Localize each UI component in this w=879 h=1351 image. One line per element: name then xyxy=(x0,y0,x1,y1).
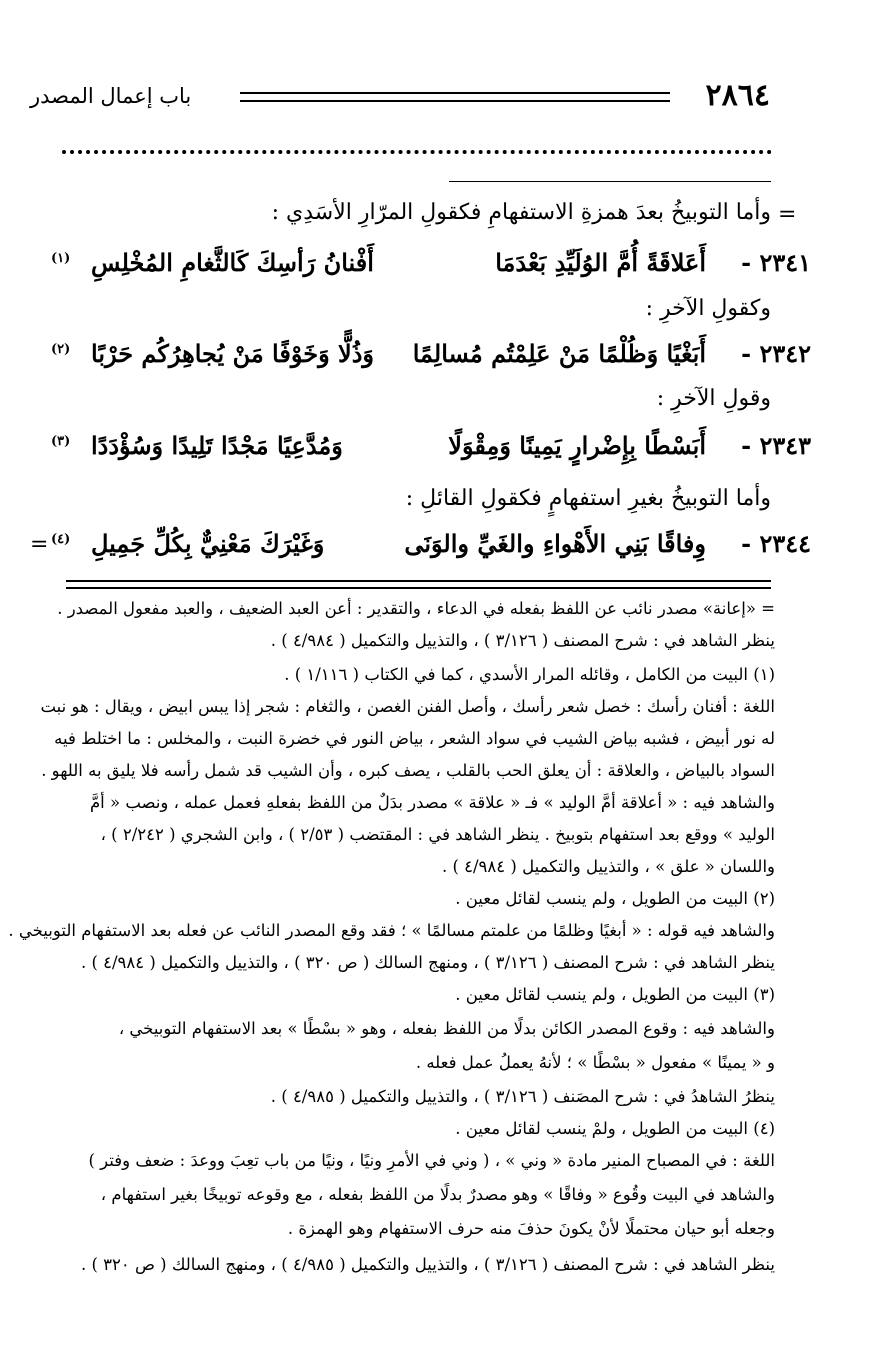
footnote-line: و « يمينًا » مفعول « بسْطًا » ؛ لأنهُ يعملُ عمل فعله . xyxy=(415,1053,775,1072)
continuation-mark-verse: = xyxy=(30,532,49,557)
footnote-line: والشاهد فيه : وقوع المصدر الكائن بدلًا من اللفظ بفعله ، وهو « بسْطًا » بعد الاستفهام التوبيخي ، xyxy=(118,1019,775,1038)
footnote-line: واللسان « علق » ، والتذييل والتكميل ( ٤/٩٨٤ ) . xyxy=(441,857,775,876)
verse-first-hemistich: أَبَغْيًا وَظُلْمًا مَنْ عَلِمْتُم مُسالِمًا xyxy=(412,339,706,368)
verse-number: ٢٣٤٣ - xyxy=(741,431,811,460)
footnote-line: والشاهد فيه : « أعلاقة أمَّ الوليد » فـ « علاقة » مصدر بدَلٌ من اللفظ بفعلهِ فعمل عمله ، ونصب « أمَّ xyxy=(89,793,775,812)
verse-second-hemistich: وَمُدَّعِيًا مَجْدًا تَلِيدًا وَسُؤْدَدًا xyxy=(91,431,343,460)
footnote-line: والشاهد في البيت وقُوع « وفاقًا » وهو مصدرٌ بدلًا من اللفظ بفعله ، مع وقوعه توبيخًا بغير استفهام ، xyxy=(100,1185,775,1204)
verse-second-hemistich: وَذُلًّا وَخَوْفًا مَنْ يُجاهِرُكُم حَرْبًا xyxy=(91,339,374,368)
footnote-line: وجعله أبو حيان محتملًا لأنْ يكونَ حذفَ منه حرف الاستفهام وهو الهمزة . xyxy=(287,1219,775,1238)
verse-second-hemistich: وَغَيْرَكَ مَعْنِيٌّ بِكُلِّ جَمِيلِ xyxy=(91,529,325,558)
verse-first-hemistich: أَبَسْطًا بِإِضْرارٍ يَمِينًا وَمِقْوَلًا xyxy=(448,431,706,460)
footnote-line: ينظر الشاهد في : شرح المصنف ( ٣/١٢٦ ) ، والتذييل والتكميل ( ٤/٩٨٥ ) ، ومنهج السالك ( ص ٣٢٠ ) . xyxy=(80,1255,775,1274)
dotted-separator xyxy=(62,150,772,154)
verse-2343 xyxy=(51,428,811,464)
intro-line-1: وأما التوبيخُ بعدَ همزةِ الاستفهامِ فكقولِ المرّارِ الأسَدِي : xyxy=(271,200,771,225)
footnote-line: (٣) البيت من الطويل ، ولم ينسب لقائل معين . xyxy=(455,985,775,1004)
footnotes xyxy=(8,598,775,1298)
continuation-rule xyxy=(449,181,771,182)
page-number: ٢٨٦٤ xyxy=(705,78,770,113)
verse-number: ٢٣٤٤ - xyxy=(741,529,811,558)
footnote-line: والشاهد فيه قوله : « أبغيًا وظلمًا من علمتم مسالمًا » ؛ فقد وقع المصدر النائب عن فعله بعد الاستفهام التوبيخي . xyxy=(8,921,775,940)
footnote-line: = «إعانة» مصدر نائب عن اللفظ بفعله في الدعاء ، والتقدير : أعن العبد الضعيف ، والعبد مفعول المصدر . xyxy=(57,599,775,618)
footnote-line: له نور أبيض ، فشبه بياض الشيب في سواد الشعر ، بياض النور في خضرة النبت ، والمخلس : ما اختلط فيه xyxy=(54,729,775,748)
footnote-ref: (٤) xyxy=(51,532,71,547)
verse-number: ٢٣٤١ - xyxy=(741,248,811,277)
footnote-line: الوليد » ووقع بعد استفهام بتوبيخ . ينظر الشاهد في : المقتضب ( ٢/٥٣ ) ، وابن الشجري ( ٢/٢٤٢ ) ، xyxy=(100,825,775,844)
footnote-line: اللغة : أفنان رأسك : خصل شعر رأسك ، وأصل الفنن الغصن ، والثغام : شجر إذا يبس ابيض ، ويقال : هو نبت xyxy=(40,697,775,716)
footnote-ref: (٢) xyxy=(51,342,71,357)
header-double-rule xyxy=(240,92,670,102)
verse-first-hemistich: وِفاقًا بَنِي الأَهْواءِ والغَيِّ والوَنَى xyxy=(404,529,706,558)
footnote-line: (٤) البيت من الطويل ، ولمْ ينسب لقائل معين . xyxy=(455,1119,775,1138)
verse-2342 xyxy=(51,336,811,372)
verse-2341 xyxy=(51,245,811,281)
footnote-line: ينظر الشاهد في : شرح المصنف ( ٣/١٢٦ ) ، ومنهج السالك ( ص ٣٢٠ ) ، والتذييل والتكميل ( ٤/٩٨٤ ) . xyxy=(80,953,775,972)
footnote-line: (١) البيت من الكامل ، وقائله المرار الأسدي ، كما في الكتاب ( ١/١١٦ ) . xyxy=(284,665,775,684)
verse-first-hemistich: أَعَلاقَةً أُمَّ الوُلَيِّدِ بَعْدَمَا xyxy=(495,248,706,277)
footnote-ref: (٣) xyxy=(51,434,71,449)
intro-line-4: وأما التوبيخُ بغيرِ استفهامٍ فكقولِ القائلِ : xyxy=(405,486,771,511)
footnote-line: ينظرُ الشاهدُ في : شرح المصَنف ( ٣/١٢٦ ) ، والتذييل والتكميل ( ٤/٩٨٥ ) . xyxy=(270,1087,775,1106)
footnote-line: ينظر الشاهد في : شرح المصنف ( ٣/١٢٦ ) ، والتذييل والتكميل ( ٤/٩٨٤ ) . xyxy=(270,631,775,650)
footnote-line: (٢) البيت من الطويل ، ولم ينسب لقائل معين . xyxy=(455,889,775,908)
footnote-ref: (١) xyxy=(51,251,71,266)
continuation-mark-top: = xyxy=(778,202,797,227)
footnote-separator xyxy=(66,580,771,589)
verse-number: ٢٣٤٢ - xyxy=(741,339,811,368)
footnote-line: اللغة : في المصباح المنير مادة « وني » ، ( وني في الأمرِ ونيًا ، ونيًا من باب تعِبَ ووعدَ : ضعف وفتر ) xyxy=(88,1151,775,1170)
footnote-line: السواد بالبياض ، والعلاقة : أن يعلق الحب بالقلب ، يصف كبره ، وأن الشيب قد شمل رأسه فلا يليق به اللهو . xyxy=(41,761,775,780)
verse-2344 xyxy=(51,526,811,562)
chapter-title: باب إعمال المصدر xyxy=(30,84,192,108)
intro-line-3: وقولِ الآخرِ : xyxy=(656,386,771,411)
intro-line-2: وكقولِ الآخرِ : xyxy=(645,296,771,321)
page-header xyxy=(30,78,770,118)
verse-second-hemistich: أَفْنانُ رَأسِكَ كَالثَّغامِ المُخْلِسِ xyxy=(91,248,374,277)
